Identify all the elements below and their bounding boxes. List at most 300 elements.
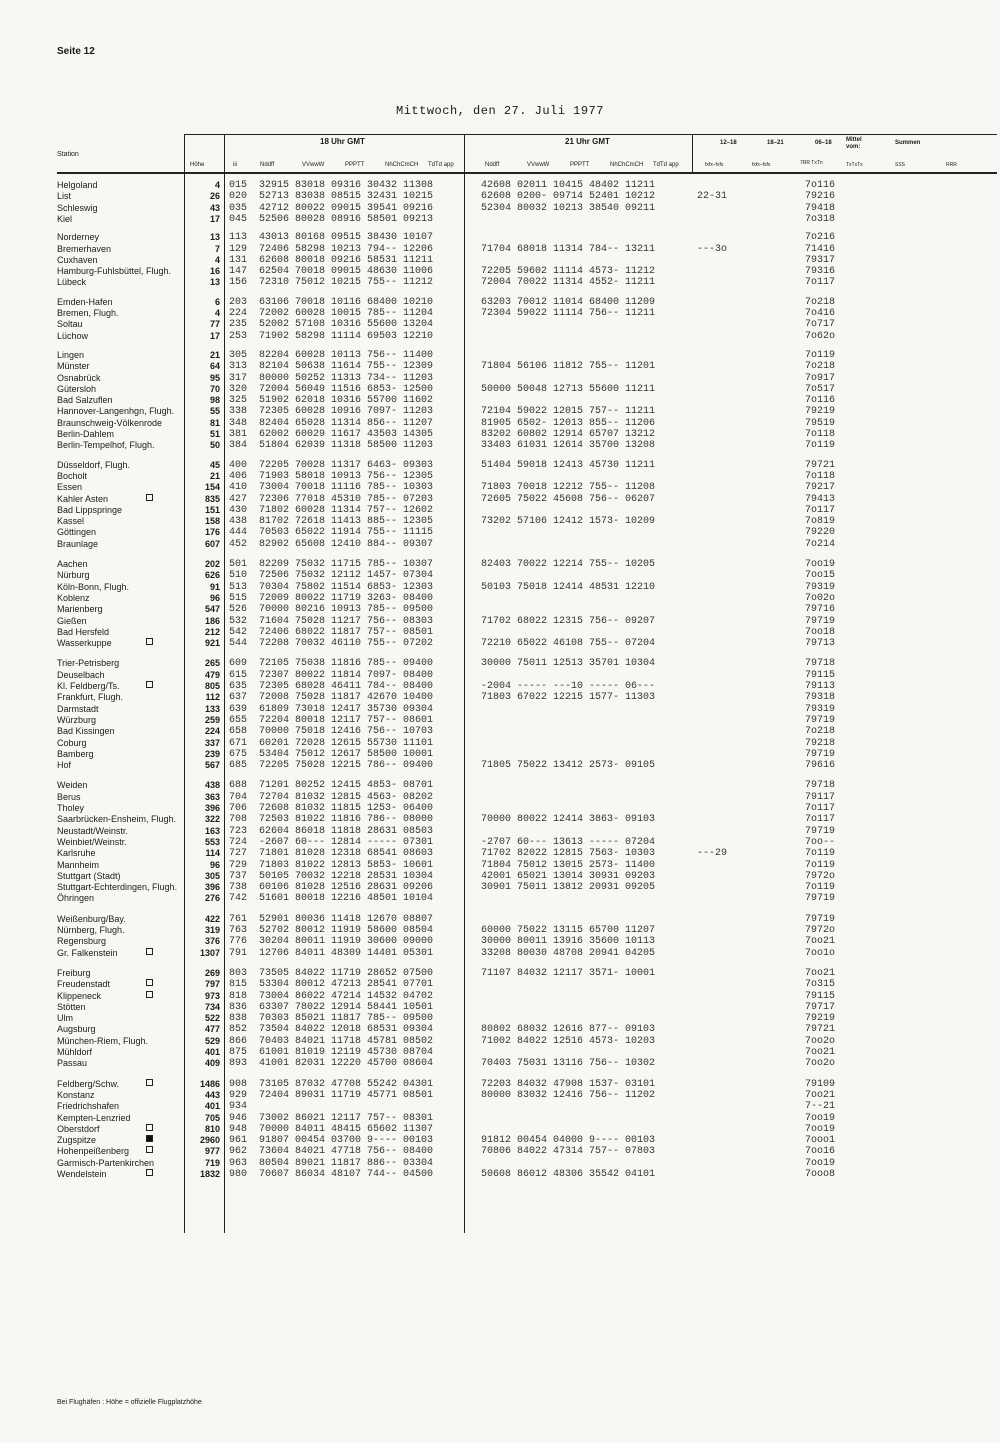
mittel-value: 7o116 [805,395,836,407]
table-row [0,991,1000,1003]
header-18-col-1: Nddff [260,162,275,168]
obs-21-uhr: -2707 60--- 13613 ----- 07204 [481,836,656,848]
page-title: Mittwoch, den 27. Juli 1977 [396,104,604,118]
station-name: Bremerhaven [57,243,112,254]
square-icon [146,681,153,688]
station-hoehe: 26 [209,191,220,202]
station-name: Gießen [57,615,87,626]
obs-18-uhr: 72208 70032 46110 755-- 07202 [259,638,434,650]
station-name: Oberstdorf [57,1123,100,1134]
mittel-value: 7o216 [805,232,836,244]
table-row [0,860,1000,872]
obs-18-uhr: 52702 80012 11919 58600 08504 [259,925,434,936]
table-row [0,308,1000,320]
station-name: Zugspitze [57,1135,97,1146]
table-row [0,638,1000,650]
station-number: 542 [229,626,248,638]
station-number: 253 [229,330,248,342]
station-name: Soltau [57,319,83,330]
obs-21-uhr: 63203 70012 11014 68400 11209 [481,296,656,308]
mittel-value: 7o117 [805,277,836,289]
table-row [0,627,1000,639]
header-period-18-21: 18–21 [767,140,784,146]
header-iii: iii [233,162,237,168]
table-row [0,418,1000,430]
obs-18-uhr: 82902 65608 12410 884-- 09307 [259,538,434,550]
station-hoehe: 401 [204,1047,220,1057]
header-small-col-1: fxfx–fxfx [705,162,724,168]
obs-18-uhr: 82404 65028 11314 856-- 11207 [259,417,434,429]
table-row [0,1135,1000,1147]
obs-18-uhr: 80000 50252 11313 734-- 11203 [259,372,434,384]
obs-18-uhr: 52002 57108 10316 55600 13204 [259,319,434,331]
table-row [0,373,1000,385]
station-name: Lübeck [57,277,87,288]
obs-21-uhr: 71803 67022 12215 1577- 11303 [481,692,656,704]
table-row [0,395,1000,407]
station-hoehe: 212 [204,626,220,637]
square-icon [146,1169,153,1176]
station-hoehe: 835 [204,493,220,504]
station-name: Coburg [57,737,87,748]
obs-21-uhr: 71704 68018 11314 784-- 13211 [481,243,656,255]
obs-21-uhr: 30000 80011 13916 35600 10113 [481,936,656,948]
mittel-value: 79316 [805,266,836,278]
station-name: Nürburg [57,570,90,581]
header-21-col-1: Nddff [485,162,500,168]
station-name: Karlsruhe [57,848,96,859]
station-name: Bad Lippspringe [57,504,123,515]
mittel-value: 7o218 [805,296,836,308]
table-row [0,1036,1000,1048]
table-row [0,277,1000,289]
table-row [0,670,1000,682]
table-row [0,539,1000,551]
station-number: 113 [229,232,248,244]
station-hoehe: 973 [204,990,220,1001]
header-21-col-4: NhChCmCH [610,162,644,168]
period-12-18-value: ---3o [697,243,728,255]
station-hoehe: 547 [204,604,220,615]
station-name: Weißenburg/Bay. [57,913,126,924]
obs-21-uhr: 71702 82022 12815 7563- 10303 [481,848,656,860]
header-small-col-2: fxfx–fxfx [752,162,771,168]
station-hoehe: 363 [204,791,220,802]
station-name: Garmisch-Partenkirchen [57,1157,155,1168]
station-number: 515 [229,592,248,604]
mittel-value: 7oo19 [805,559,836,570]
obs-18-uhr: 73504 84022 12018 68531 09304 [259,1024,434,1036]
station-number: 946 [229,1112,248,1124]
mittel-value: 7o416 [805,308,836,319]
station-name: Deuselbach [57,669,105,680]
mittel-value: 79413 [805,493,836,505]
station-number: 708 [229,814,248,826]
station-hoehe: 96 [209,592,220,603]
table-row [0,1047,1000,1059]
obs-18-uhr: 72305 68028 46411 784-- 08400 [259,681,434,692]
station-number: 723 [229,825,248,837]
station-hoehe: 51 [209,429,220,439]
obs-21-uhr: 72210 65022 46108 755-- 07204 [481,638,656,650]
obs-18-uhr: 72002 60028 10015 785-- 11204 [259,308,434,319]
obs-18-uhr: 72004 56049 11516 6853- 12500 [259,383,434,395]
obs-18-uhr: 51804 62039 11318 58500 11203 [259,440,434,452]
header-small-col-3: 7RR TxTn [800,160,823,166]
mittel-value: 7o218 [805,726,836,738]
station-name: Würzburg [57,714,97,725]
obs-18-uhr: 70000 84011 48415 65602 11307 [259,1123,434,1135]
station-name: Öhringen [57,893,95,904]
station-number: 444 [229,527,248,539]
obs-18-uhr: 73604 84021 47718 756-- 08400 [259,1146,434,1158]
table-row [0,331,1000,343]
mittel-value: 7oo1o [805,947,836,959]
mittel-value: 79719 [805,615,836,627]
header-summen: Summen [895,140,921,146]
station-number: 015 [229,180,248,191]
station-name: Wendelstein [57,1169,107,1179]
station-number: 675 [229,748,248,760]
station-number: 791 [229,947,248,959]
station-hoehe: 553 [204,836,220,847]
table-row [0,593,1000,605]
header-mittel: Mittel vom: [846,137,862,150]
station-hoehe: 376 [204,936,220,947]
station-name: Ulm [57,1013,73,1024]
obs-21-uhr: 80802 68032 12616 877-- 09103 [481,1024,656,1036]
station-hoehe: 1486 [199,1078,220,1089]
station-number: 156 [229,277,248,289]
obs-21-uhr: 72205 59602 11114 4573- 11212 [481,266,656,278]
header-hoehe: Höhe [190,162,205,168]
obs-18-uhr: 62608 80018 09216 58531 11211 [259,254,434,266]
station-number: 615 [229,669,248,681]
station-number: 438 [229,516,248,528]
table-row [0,925,1000,937]
mittel-value: 7o118 [805,470,836,482]
station-number: 706 [229,803,248,814]
obs-18-uhr: -2607 60--- 12814 ----- 07301 [259,836,434,848]
station-number: 381 [229,429,248,440]
mittel-value: 71416 [805,243,836,255]
obs-21-uhr: 72605 75022 45608 756-- 06207 [481,493,656,505]
mittel-value: 7o119 [805,859,836,871]
station-hoehe: 16 [209,266,220,277]
station-hoehe: 626 [204,570,220,581]
table-row [0,726,1000,738]
obs-18-uhr: 82209 75032 11715 785-- 10307 [259,559,434,570]
station-hoehe: 186 [204,615,220,626]
table-row [0,803,1000,815]
station-number: 317 [229,372,248,384]
station-name: Marienberg [57,604,103,615]
obs-18-uhr: 62604 86018 11818 28631 08503 [259,825,434,837]
station-number: 305 [229,349,248,361]
header-18-col-2: VVwwW [302,162,325,168]
station-name: Berus [57,791,81,802]
header-period-06-18: 06–18 [815,140,832,146]
obs-18-uhr: 72704 81032 12815 4563- 08202 [259,791,434,803]
table-row [0,203,1000,215]
station-name: Augsburg [57,1024,96,1035]
station-hoehe: 529 [204,1035,220,1046]
mittel-value: 79319 [805,581,836,593]
station-hoehe: 114 [205,848,220,859]
mittel-value: 79219 [805,1013,836,1025]
square-icon [146,991,153,998]
station-name: Bad Kissingen [57,726,115,737]
table-row [0,968,1000,980]
station-number: 688 [229,780,248,792]
obs-21-uhr: 42608 02011 10415 48402 11211 [481,180,656,191]
station-number: 544 [229,638,248,650]
mittel-value: 7o118 [805,429,836,440]
mittel-value: 79117 [805,791,836,803]
table-row [0,814,1000,826]
obs-21-uhr: 73202 57106 12412 1573- 10209 [481,516,656,528]
station-hoehe: 705 [204,1112,220,1123]
obs-18-uhr: 53404 75012 12617 58500 10001 [259,748,434,760]
table-row [0,582,1000,594]
header-18-col-5: TdTd app [428,162,454,168]
obs-18-uhr: 73505 84022 11719 28652 07500 [259,967,434,979]
station-number: 803 [229,967,248,979]
station-hoehe: 13 [209,277,220,288]
header-small-col-5: SSS [895,162,906,168]
mittel-value: 79721 [805,459,836,471]
station-hoehe: 477 [204,1024,220,1035]
station-name: Mühldorf [57,1047,93,1057]
obs-18-uhr: 71201 80252 12415 4853- 08701 [259,780,434,792]
obs-21-uhr: 82403 70022 12214 755-- 10205 [481,559,656,570]
station-hoehe: 6 [214,296,220,307]
mittel-value: 79719 [805,825,836,837]
station-name: Nürnberg, Flugh. [57,925,125,935]
station-hoehe: 64 [209,361,220,372]
obs-18-uhr: 52713 83038 08515 32431 10215 [259,191,434,203]
mittel-value: 7o119 [805,349,836,361]
obs-18-uhr: 70607 86034 48107 744-- 04500 [259,1169,434,1180]
obs-21-uhr: 71803 70018 12212 755-- 11208 [481,482,656,494]
station-hoehe: 305 [204,870,220,881]
obs-18-uhr: 61809 73018 12417 35730 09304 [259,703,434,715]
station-hoehe: 422 [204,913,220,924]
mittel-value: 7oo21 [805,1047,836,1058]
station-name: Köln-Bonn, Flugh. [57,581,130,592]
mittel-value: 79115 [805,669,836,681]
table-row [0,948,1000,960]
mittel-value: 79718 [805,658,836,670]
obs-18-uhr: 51601 80018 12216 48501 10104 [259,893,434,905]
obs-18-uhr: 72406 58298 10213 794-- 12206 [259,243,434,255]
mittel-value: 7o119 [805,882,836,894]
mittel-value: 7o119 [805,440,836,452]
station-number: 838 [229,1013,248,1025]
table-row [0,848,1000,860]
station-name: Passau [57,1058,88,1069]
obs-21-uhr: 70403 75031 13116 756-- 10302 [481,1058,656,1070]
table-row [0,350,1000,362]
station-hoehe: 77 [209,319,220,330]
obs-18-uhr: 42712 80022 09015 39541 09216 [259,202,434,214]
station-hoehe: 95 [209,372,220,383]
table-row [0,882,1000,894]
station-hoehe: 810 [204,1123,220,1134]
obs-18-uhr: 72205 70028 11317 6463- 09303 [259,459,434,471]
station-name: Göttingen [57,527,97,538]
station-name: Kahler Asten [57,493,109,504]
station-number: 852 [229,1024,248,1036]
station-number: 532 [229,615,248,627]
table-row [0,914,1000,926]
header-18-uhr: 18 Uhr GMT [320,137,365,146]
station-hoehe: 112 [205,692,220,703]
station-hoehe: 239 [204,748,220,759]
station-number: 131 [229,254,248,266]
station-hoehe: 4 [214,308,220,318]
station-name: Koblenz [57,592,90,603]
station-name: Stuttgart (Stadt) [57,870,121,881]
mittel-value: 79318 [805,692,836,704]
station-hoehe: 133 [204,703,220,714]
station-hoehe: 319 [204,925,220,935]
station-hoehe: 55 [209,406,220,417]
station-number: 427 [229,493,248,505]
station-name: Kiel [57,213,73,224]
station-hoehe: 322 [204,814,220,825]
mittel-value: 79719 [805,748,836,760]
station-name: Trier-Petrisberg [57,658,120,669]
station-number: 948 [229,1123,248,1135]
obs-18-uhr: 70000 75018 12416 756-- 10703 [259,726,434,738]
obs-18-uhr: 72307 80022 11814 7097- 08400 [259,669,434,681]
station-hoehe: 13 [209,232,220,243]
mittel-value: 79719 [805,893,836,905]
obs-21-uhr: 91812 00454 04000 9---- 00103 [481,1135,656,1147]
obs-21-uhr: 71002 84022 12516 4573- 10203 [481,1035,656,1047]
station-number: 875 [229,1047,248,1058]
table-row [0,760,1000,772]
table-row [0,871,1000,883]
obs-21-uhr: 50608 86012 48306 35542 04101 [481,1169,656,1180]
station-hoehe: 91 [209,581,220,592]
station-name: Gütersloh [57,383,97,394]
station-name: Frankfurt, Flugh. [57,692,124,703]
table-row [0,1090,1000,1102]
station-hoehe: 396 [204,882,220,893]
station-number: 452 [229,538,248,550]
table-row [0,505,1000,517]
station-hoehe: 337 [204,737,220,748]
mittel-value: 7o717 [805,319,836,331]
station-hoehe: 438 [204,780,220,791]
station-name: Saarbrücken-Ensheim, Flugh. [57,814,177,825]
station-name: Braunlage [57,538,99,549]
obs-21-uhr: 72104 59022 12015 757-- 11211 [481,406,656,418]
station-number: 671 [229,737,248,749]
obs-21-uhr: 80000 83032 12416 756-- 11202 [481,1089,656,1101]
station-number: 384 [229,440,248,452]
obs-21-uhr: 83202 60802 12914 65707 13212 [481,429,656,440]
obs-18-uhr: 91807 00454 03700 9---- 00103 [259,1135,434,1147]
station-hoehe: 98 [209,395,220,406]
station-name: Bad Hersfeld [57,626,110,637]
obs-18-uhr: 51902 62018 10316 55700 11602 [259,395,434,407]
table-row [0,527,1000,539]
station-number: 742 [229,893,248,905]
table-row [0,1158,1000,1170]
station-name: Berlin-Tempelhof, Flugh. [57,440,155,451]
mittel-value: 79418 [805,202,836,214]
obs-18-uhr: 43013 80168 09515 38430 10107 [259,232,434,244]
obs-18-uhr: 72305 60028 10916 7097- 11203 [259,406,434,418]
mittel-value: 79718 [805,780,836,792]
table-row [0,191,1000,203]
obs-18-uhr: 72503 81022 11816 786-- 08000 [259,814,434,826]
station-number: 513 [229,581,248,593]
table-row [0,616,1000,628]
station-number: 963 [229,1157,248,1169]
obs-18-uhr: 53304 80012 47213 28541 07701 [259,979,434,991]
station-hoehe: 396 [204,803,220,813]
station-number: 400 [229,459,248,471]
obs-21-uhr: 62608 0200- 09714 52401 10212 [481,191,656,203]
mittel-value: 7oo2o [805,1035,836,1047]
station-name: Wasserkuppe [57,638,112,649]
square-icon [146,638,153,645]
table-row [0,792,1000,804]
station-name: Friedrichshafen [57,1101,120,1112]
square-icon [146,1146,153,1153]
station-number: 020 [229,191,248,203]
header-station: Station [57,151,79,158]
mittel-value: 7o117 [805,803,836,814]
station-hoehe: 1832 [199,1169,220,1179]
table-row [0,681,1000,693]
station-name: Osnabrück [57,372,101,383]
station-name: Darmstadt [57,703,99,714]
station-hoehe: 265 [204,658,220,669]
obs-18-uhr: 62504 70018 09015 48630 11006 [259,266,434,278]
table-row [0,1124,1000,1136]
obs-18-uhr: 72404 89031 11719 45771 08501 [259,1089,434,1101]
obs-21-uhr: 52304 80032 10213 38540 09211 [481,202,656,214]
station-name: Bad Salzuflen [57,395,113,406]
obs-21-uhr: 71804 75012 13015 2573- 11400 [481,859,656,871]
station-name: Weiden [57,780,88,791]
header-21-col-2: VVwwW [527,162,550,168]
mittel-value: 79721 [805,1024,836,1036]
table-row [0,780,1000,792]
mittel-value: 7oo18 [805,626,836,638]
obs-21-uhr: 50000 50048 12713 55600 11211 [481,383,656,395]
table-row [0,893,1000,905]
table-row [0,1146,1000,1158]
obs-21-uhr: 30901 75011 13812 20931 09205 [481,882,656,894]
table-row [0,715,1000,727]
header-small-col-4: TxTxTx [846,162,863,168]
obs-18-uhr: 73004 70018 11116 785-- 10303 [259,482,434,494]
obs-21-uhr: 72203 84032 47908 1537- 03101 [481,1078,656,1090]
station-name: Helgoland [57,180,98,190]
station-hoehe: 21 [209,349,220,360]
page-number: Seite 12 [57,46,95,57]
mittel-value: 7o318 [805,213,836,225]
station-hoehe: 522 [204,1013,220,1024]
station-number: 501 [229,559,248,570]
obs-18-uhr: 72406 68022 11817 757-- 08501 [259,626,434,638]
